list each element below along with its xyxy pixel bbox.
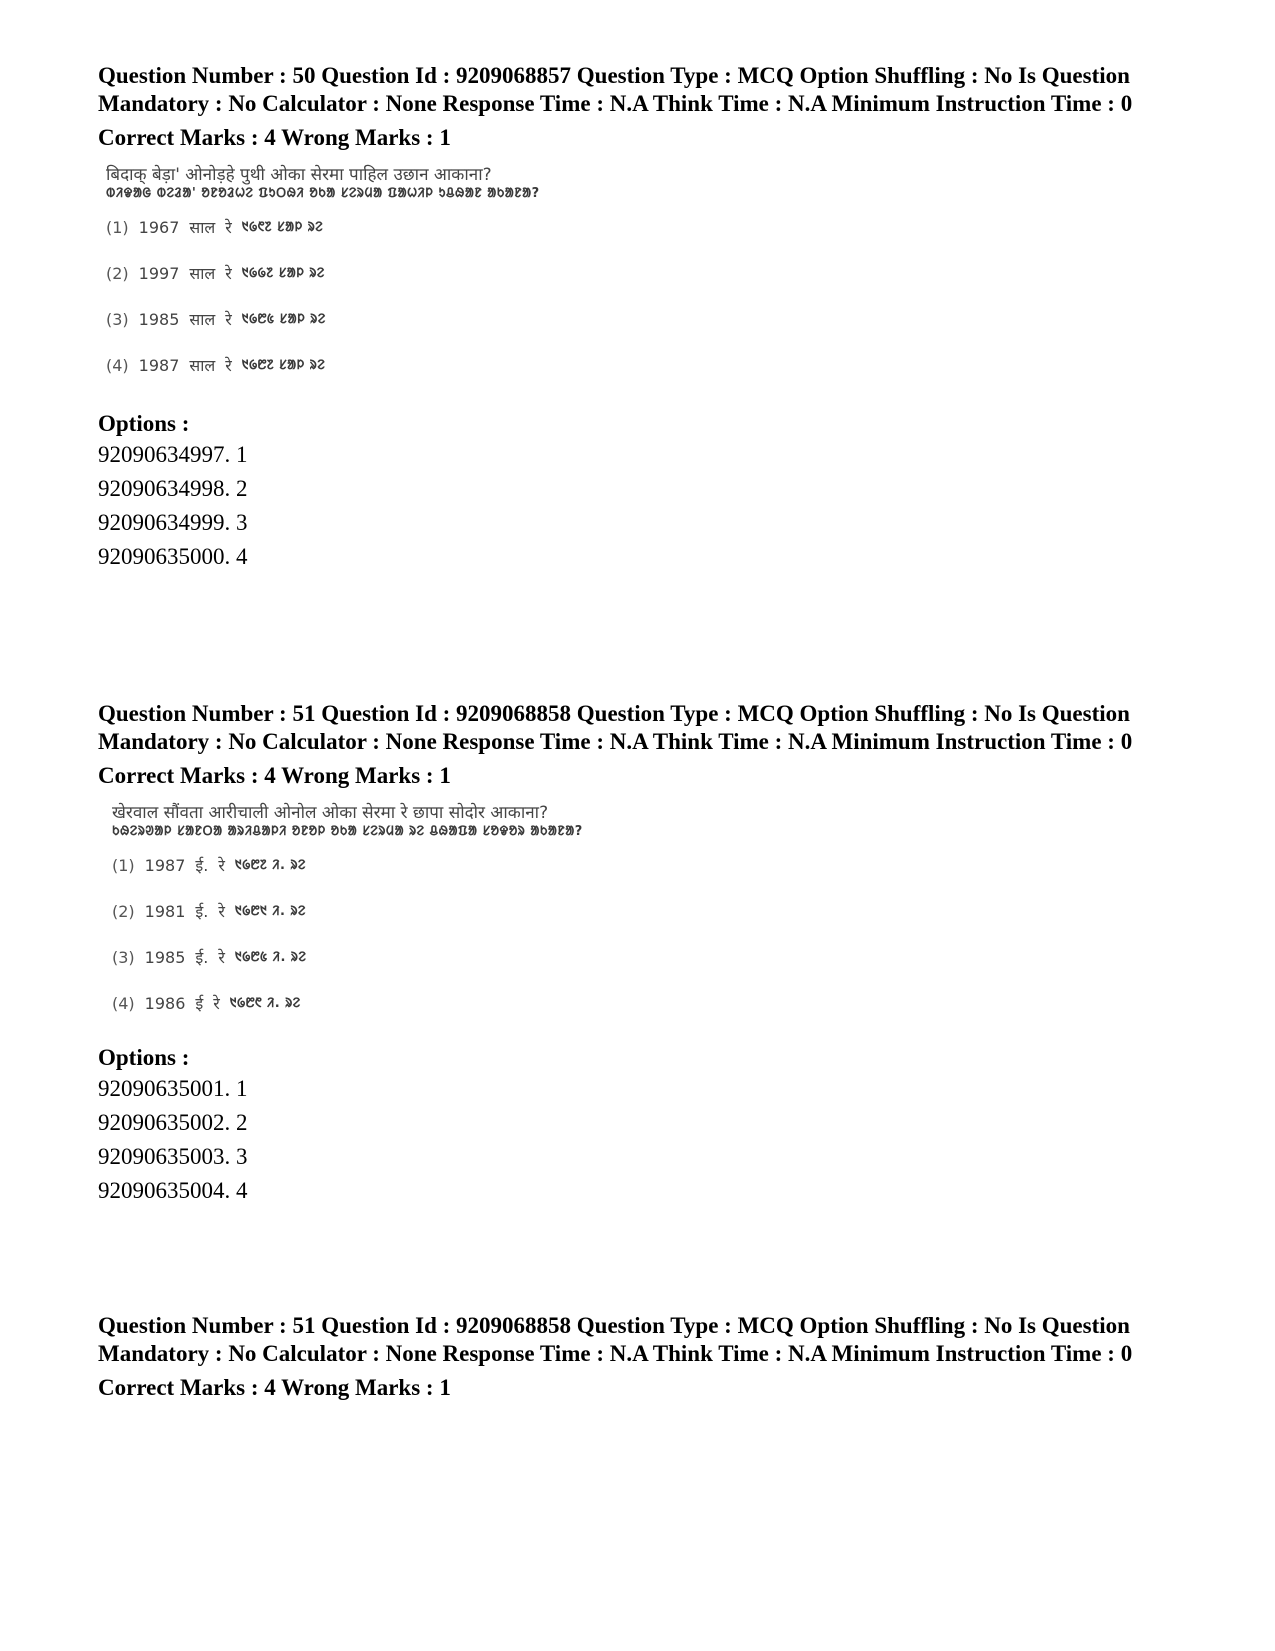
options-title: Options : [98, 1045, 190, 1070]
image-choice-word: साल [189, 356, 216, 375]
question-marks: Correct Marks : 4 Wrong Marks : 1 [98, 125, 451, 150]
image-choice-alt: ᱑᱙᱘᱗ ᱤ. ᱨᱮ [234, 858, 306, 873]
image-choice-number: (4) [106, 356, 129, 375]
image-choice-re: रे [213, 994, 220, 1013]
image-choice [106, 264, 646, 284]
image-choice [106, 310, 646, 330]
option-item: 92090635002. 2 [98, 1110, 248, 1135]
question-text-olchiki: ᱵᱤᱫᱟᱜ ᱵᱮᱲᱟ' ᱚᱱᱚᱲᱦᱮ ᱯᱩᱛᱷᱤ ᱚᱠᱟ ᱥᱮᱨᱢᱟ ᱯᱟᱦᱤᱞ ᱩᱪᱷᱟᱱ ᱟᱠᱟᱱᱟ? [106, 186, 540, 201]
image-choice-word: साल [189, 264, 216, 283]
image-choice-word: ई. [195, 948, 209, 967]
image-choice-year: 1997 [138, 264, 180, 283]
image-choice [112, 994, 692, 1014]
option-item: 92090635003. 3 [98, 1144, 248, 1169]
question-block-51 [98, 700, 1178, 1208]
image-choice-year: 1985 [144, 948, 186, 967]
image-choice [112, 902, 692, 922]
image-choice-number: (4) [112, 994, 135, 1013]
question-marks: Correct Marks : 4 Wrong Marks : 1 [98, 1375, 451, 1400]
image-choice-word: ई. [195, 856, 209, 875]
question-block-50 [98, 62, 1178, 574]
option-item: 92090634998. 2 [98, 476, 248, 501]
question-text-olchiki: ᱠᱷᱮᱨᱣᱟᱞ ᱥᱟᱱᱛᱟ ᱟᱨᱤᱪᱟᱞᱤ ᱚᱱᱚᱞ ᱚᱠᱟ ᱥᱮᱨᱢᱟ ᱨᱮ ᱪᱷᱟᱯᱟ ᱥᱚᱫᱚᱨ ᱟᱠᱟᱱᱟ? [112, 824, 583, 839]
image-choice [112, 856, 692, 876]
image-choice-year: 1987 [138, 356, 180, 375]
question-header: Question Number : 51 Question Id : 9209068858 Question Type : MCQ Option Shuffling : No Is Question Mandatory : No Calculator : None Response Time : N.A Think Time : N.A Minimum Instruction Time : 0 [98, 701, 1133, 754]
option-item: 92090634999. 3 [98, 510, 248, 535]
image-choice-number: (3) [106, 310, 129, 329]
image-choice-year: 1981 [144, 902, 186, 921]
image-choice-alt: ᱑᱙᱘᱕ ᱥᱟᱞ ᱨᱮ [241, 312, 326, 327]
option-item: 92090635000. 4 [98, 544, 248, 569]
image-choice-alt: ᱑᱙᱘᱖ ᱤ. ᱨᱮ [229, 996, 301, 1011]
image-choice [106, 218, 646, 238]
option-item: 92090635001. 1 [98, 1076, 248, 1101]
image-choice [112, 948, 692, 968]
image-choice-alt: ᱑᱙᱙᱗ ᱥᱟᱞ ᱨᱮ [241, 266, 325, 281]
image-choice-re: रे [218, 856, 225, 875]
image-choice-word: साल [189, 310, 216, 329]
image-choice-alt: ᱑᱙᱘᱑ ᱤ. ᱨᱮ [234, 904, 306, 919]
option-item: 92090635004. 4 [98, 1178, 248, 1203]
image-choice-number: (1) [106, 218, 129, 237]
image-choice-re: रे [225, 218, 232, 237]
question-image [106, 164, 646, 376]
image-choice-re: रे [218, 902, 225, 921]
question-text-hindi: बिदाक् बेड़ा' ओनोड़हे पुथी ओका सेरमा पाहिल उछान आकाना? [106, 165, 492, 185]
question-text-hindi: खेरवाल सौंवता आरीचाली ओनोल ओका सेरमा रे छापा सोदोर आकाना? [112, 803, 549, 823]
question-header: Question Number : 51 Question Id : 9209068858 Question Type : MCQ Option Shuffling : No Is Question Mandatory : No Calculator : None Response Time : N.A Think Time : N.A Minimum Instruction Time : 0 [98, 1313, 1133, 1366]
image-choice-number: (3) [112, 948, 135, 967]
image-choice-alt: ᱑᱙᱘᱗ ᱥᱟᱞ ᱨᱮ [241, 358, 326, 373]
image-choice-re: रे [225, 356, 232, 375]
image-choice-year: 1987 [144, 856, 186, 875]
image-choice-re: रे [225, 264, 232, 283]
image-choice-year: 1967 [138, 218, 180, 237]
image-choice-word: साल [189, 218, 216, 237]
image-choice-re: रे [225, 310, 232, 329]
question-image [112, 802, 692, 1014]
question-header: Question Number : 50 Question Id : 9209068857 Question Type : MCQ Option Shuffling : No Is Question Mandatory : No Calculator : None Response Time : N.A Think Time : N.A Minimum Instruction Time : 0 [98, 63, 1133, 116]
option-item: 92090634997. 1 [98, 442, 248, 467]
question-marks: Correct Marks : 4 Wrong Marks : 1 [98, 763, 451, 788]
image-choice-re: रे [218, 948, 225, 967]
image-choice-word: ई [195, 994, 204, 1013]
question-block-51-repeat [98, 1312, 1178, 1402]
image-choice-alt: ᱑᱙᱖᱗ ᱥᱟᱞ ᱨᱮ [241, 220, 324, 235]
image-choice-year: 1986 [144, 994, 186, 1013]
image-choice-alt: ᱑᱙᱘᱕ ᱤ. ᱨᱮ [234, 950, 307, 965]
image-choice [106, 356, 646, 376]
image-choice-year: 1985 [138, 310, 180, 329]
options-title: Options : [98, 411, 190, 436]
image-choice-number: (1) [112, 856, 135, 875]
image-choice-number: (2) [106, 264, 129, 283]
image-choice-word: ई. [195, 902, 209, 921]
image-choice-number: (2) [112, 902, 135, 921]
